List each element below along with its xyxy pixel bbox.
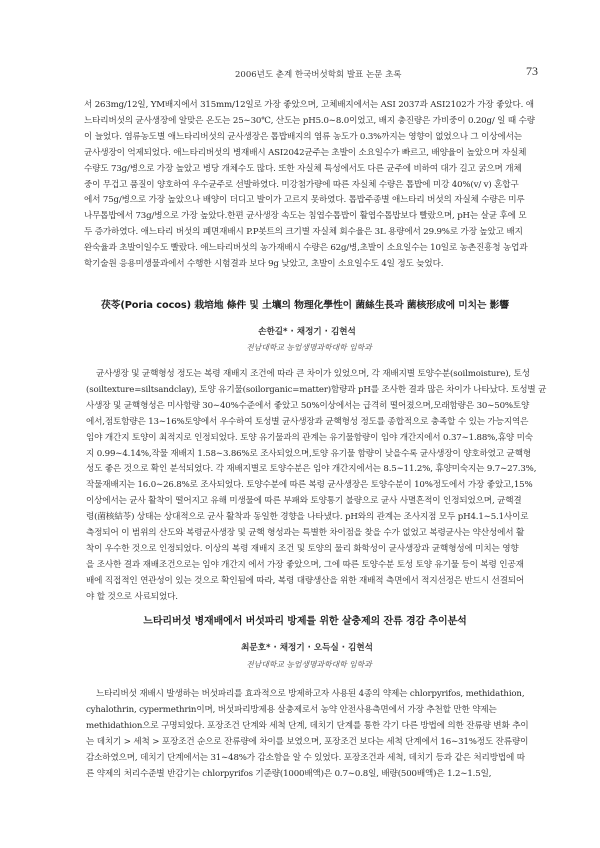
abstract-continuation (84, 98, 546, 273)
text-line: 성도 좋은 것으로 확인 분석되었다. 각 재배지별로 토양수분은 임야 개간지에서는 8.5∼11.2%, 휴양미숙지는 9.7∼27.3%, (86, 464, 537, 475)
text-line: 이상에서는 균사 활착이 떨어지고 유해 미생물에 따른 부패와 토양통기 불량으로 균사 사멸흔적이 인정되었으며, 균핵결 (86, 496, 522, 507)
text-line: 는 데치기 > 세척 > 포장조건 순으로 잔류량에 차이를 보였으며, 포장조건 보다는 세척 단계에서 16∼31%정도 잔류량이 (86, 736, 529, 747)
text-line: 두 증가하였다. 애느타리 버섯의 폐면재배시 P.P봇트의 크기별 자실체 회수율은 3L 용량에서 29.9%로 가장 높았고 배지 (84, 227, 523, 238)
section2-affiliation: 전남대학교 농업생명과학대학 임학과 (246, 660, 372, 669)
text-line: 수량도 73g/병으로 가장 높았고 병당 개체수도 많다. 또한 자실체 특성에서도 다른 균주에 비하여 대가 길고 굵으며 개체 (84, 163, 522, 174)
text-line: 느타리버섯 재배시 발생하는 버섯파리를 효과적으로 방제하고자 사용된 4종의 약제는 chlorpyrifos, methidathion, (96, 689, 525, 699)
section1-affiliation: 전남대학교 농업생명과학대학 임학과 (246, 343, 372, 352)
text-line: 착이 우수한 것으로 인정되었다. 이상의 복령 재배지 조건 및 토양의 물리 화학성이 균사생장과 균핵형성에 미치는 영향 (86, 543, 519, 554)
section2-authors: 최문호* · 채정기 · 오득실 · 김현석 (241, 643, 373, 653)
text-line: 나무톱밥에서 73g/병으로 가장 높았다.한편 균사생장 속도는 침엽수톱밥이 활엽수톱밥보다 빨랐으며, pH는 살균 후에 모 (84, 211, 527, 222)
text-line: 서 263mg/12일, YM배지에서 315mm/12일로 가장 좋았으며, 고체배지에서는 ASI 2037과 ASI2102가 가장 좋았다. 애 (84, 100, 534, 110)
section2-title: 느타리버섯 병재배에서 버섯파리 방제를 위한 살충제의 잔류 경감 추이분석 (143, 616, 467, 627)
section1-authors: 손한길* · 채정기 · 김현석 (258, 327, 356, 337)
section1-abstract (86, 367, 548, 606)
text-line: 에서,점토함량은 13∼16%토양에서 우수하여 토성별 균사생장과 균핵형성 정도를 종합적으로 충족할 수 있는 가능지역은 (86, 416, 529, 427)
page-number: 73 (526, 64, 538, 78)
text-line: methidathion으로 구명되었다. 포장조건 단계와 세척 단계, 데치기 단계를 통한 각기 다른 방법에 의한 잔류량 변화 추이 (86, 720, 529, 731)
text-line: 학기술원 응용미생물과에서 수행한 시험결과 보다 9g 낮았고, 초발이 소요일수도 4일 정도 늦었다. (84, 259, 444, 270)
text-line: 중이 무겁고 품질이 양호하여 우수균주로 선발하였다. 미강첨가량에 따른 자실체 수량은 톱밥에 미강 40%(v/ v) 혼합구 (84, 179, 519, 190)
section2-abstract (86, 687, 548, 782)
text-line: 균사생장 및 균핵형성 정도는 복령 재배지 조건에 따라 큰 차이가 있었으며, 각 재배지별 토양수분(soilmoisture), 토성 (96, 369, 530, 379)
text-line: 지 0.99∼4.14%,작물 재배지 1.58∼3.86%로 조사되었으며,토양 유기물 함량이 낮을수록 균사생장이 양호하였고 균핵형 (86, 448, 532, 459)
text-line: 측정되어 이 범위의 산도와 복령균사생장 및 균핵 형성과는 특별한 차이점을 찾을 수가 없었고 복령균사는 약산성에서 활 (86, 528, 525, 539)
section1-title: 茯苓(Poria cocos) 栽培地 條件 및 土壤의 物理化學性이 菌絲生長과 菌核形成에 미치는 影響 (100, 300, 510, 311)
text-line: 감소하였으며, 데치기 단계에서는 31∼48%가 감소함을 알 수 있었다. 포장조건과 세척, 데치기 등과 같은 처리방법에 따 (86, 752, 525, 763)
text-line: 에서 75g/병으로 가장 높았으나 배양이 더디고 발이가 고르지 못하였다. 톱밥주종별 애느타리 버섯의 자실체 수량은 미루 (84, 195, 525, 206)
text-line: (soiltexture=siltsandclay), 토양 유기물(soilorganic=matter)함량과 pH를 조사한 결과 많은 차이가 나타났다. 토성별 균 (86, 384, 547, 395)
text-line: 령(菌核結苓) 상태는 상대적으로 균사 활착과 동일한 경향을 나타냈다. pH와의 관계는 조사지점 모두 pH4.1∼5.1사이로 (86, 512, 529, 523)
text-line: 이 늘었다. 염류농도별 애느타리버섯의 균사생장은 톱밥배지의 염류 농도가 0.3%까지는 영향이 없었으나 그 이상에서는 (84, 131, 522, 142)
text-line: 균사생장이 억제되었다. 애느타리버섯의 병재배시 ASI2042균주는 초발이 소요일수가 빠르고, 배양율이 높았으며 자실체 (84, 147, 527, 158)
text-line: 사생장 및 균핵형성은 미사함량 30∼40%수준에서 좋았고 50%이상에서는 급격히 떨어졌으며,모래함량은 30∼50%토양 (86, 400, 530, 411)
text-line: 임야 개간지 토양이 최적지로 인정되었다. 토양 유기물과의 관계는 유기물함량이 임야 개간지에서 0.37∼1.88%,휴양 미숙 (86, 432, 533, 443)
text-line: 완숙율과 초발이일수도 빨랐다. 애느타리버섯의 농가재배시 수량은 62g/병,초발이 소요일수는 10일로 농촌진흥청 농업과 (84, 243, 528, 254)
text-line: 을 조사한 결과 재배조건으로는 임야 개간지 에서 가장 좋았으며, 그에 따른 토양수분 토성 토양 유기물 등이 복령 인공재 (86, 559, 524, 570)
page-header (60, 64, 538, 80)
running-title: 2006년도 춘계 한국버섯학회 발표 논문 초록 (235, 70, 402, 80)
text-line: 느타리버섯의 균사생장에 알맞은 온도는 25∼30℃, 산도는 pH5.0∼8.0이었고, 배지 충진량은 가비중이 0.20g/ 일 때 수량 (84, 115, 535, 126)
text-line: 작물재배지는 16.0∼26.8%로 조사되었다. 토양수분에 따른 복령 균사생장은 토양수분이 10%정도에서 가장 좋았고,15% (86, 480, 533, 491)
text-line: 른 약제의 처리수준별 반감기는 chlorpyrifos 기준량(1000배액)은 0.7∼0.8일, 배량(500배액)은 1.2∼1.5일, (86, 768, 492, 779)
text-line: 야 할 것으로 사료되었다. (86, 591, 178, 602)
text-line: cyhalothrin, cypermethrin이며, 버섯파리방제용 살충제로서 농약 안전사용측면에서 가장 추천할 만한 약제는 (86, 704, 497, 715)
text-line: 배에 직접적인 연관성이 있는 것으로 확인됨에 따라, 복령 대량생산을 위한 재배적 측면에서 적지선정은 반드시 선결되어 (86, 575, 525, 586)
